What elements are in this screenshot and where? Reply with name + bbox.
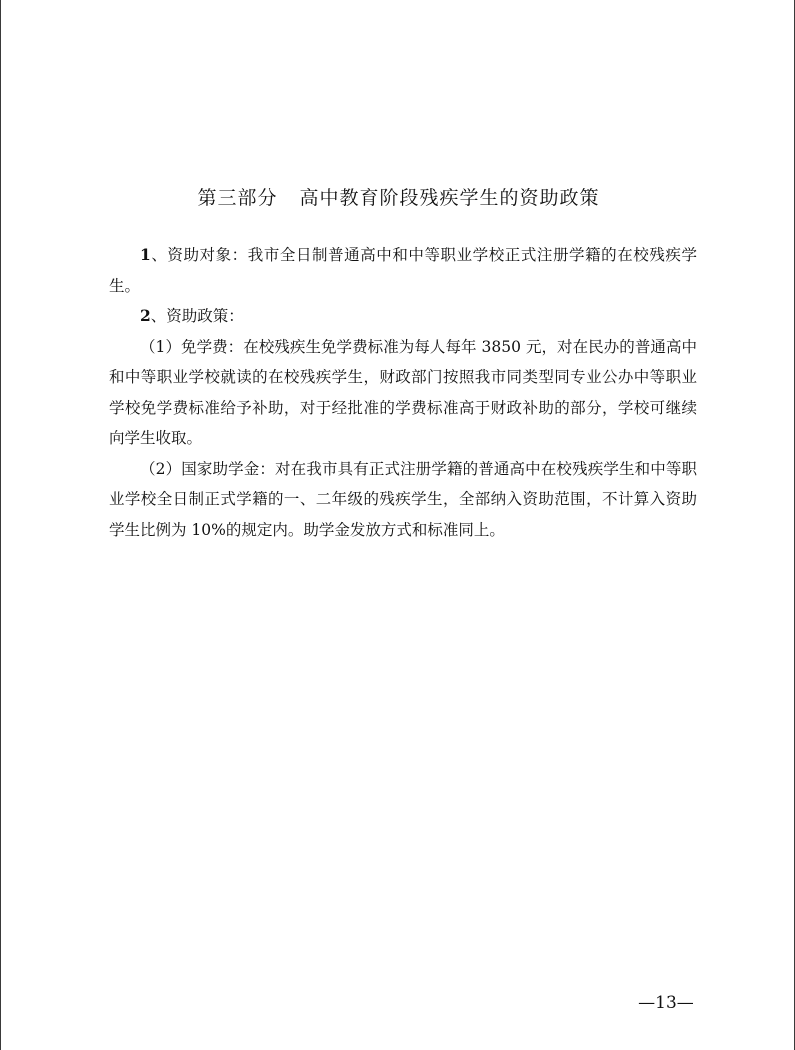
paragraph-text: 我市全日制普通高中和中等职业学校正式注册学籍的在校残疾学生。 bbox=[109, 246, 697, 295]
paragraph-funding-target bbox=[109, 240, 697, 301]
paragraph-tuition-waiver bbox=[109, 332, 697, 454]
section-title bbox=[1, 183, 795, 210]
item-label: 、资助政策： bbox=[150, 307, 244, 325]
paragraph-text: （1）免学费：在校残疾生免学费标准为每人每年 3850 元，对在民办的普通高中和中等职业学校就读的在校残疾学生，财政部门按照我市同类型同专业公办中等职业学校免学费标准给予补助，对于经批准的学费标准高于财政补助的部分，学校可继续向学生收取。 bbox=[109, 337, 697, 447]
page-number: —13— bbox=[638, 993, 694, 1013]
document-body bbox=[109, 240, 697, 545]
item-number: 1 bbox=[140, 245, 151, 264]
section-part-label: 第三部分 bbox=[197, 187, 278, 209]
paragraph-national-grant bbox=[109, 454, 697, 546]
paragraph-text: （2）国家助学金：对在我市具有正式注册学籍的普通高中在校残疾学生和中等职业学校全日制正式学籍的一、二年级的残疾学生，全部纳入资助范围，不计算入资助学生比例为 10%的规定内。助学金发放方式和标准同上。 bbox=[109, 459, 697, 539]
item-number: 2 bbox=[140, 306, 151, 325]
item-label: 、资助对象： bbox=[150, 246, 248, 264]
paragraph-funding-policy bbox=[109, 301, 697, 332]
section-title-text: 高中教育阶段残疾学生的资助政策 bbox=[299, 187, 600, 209]
